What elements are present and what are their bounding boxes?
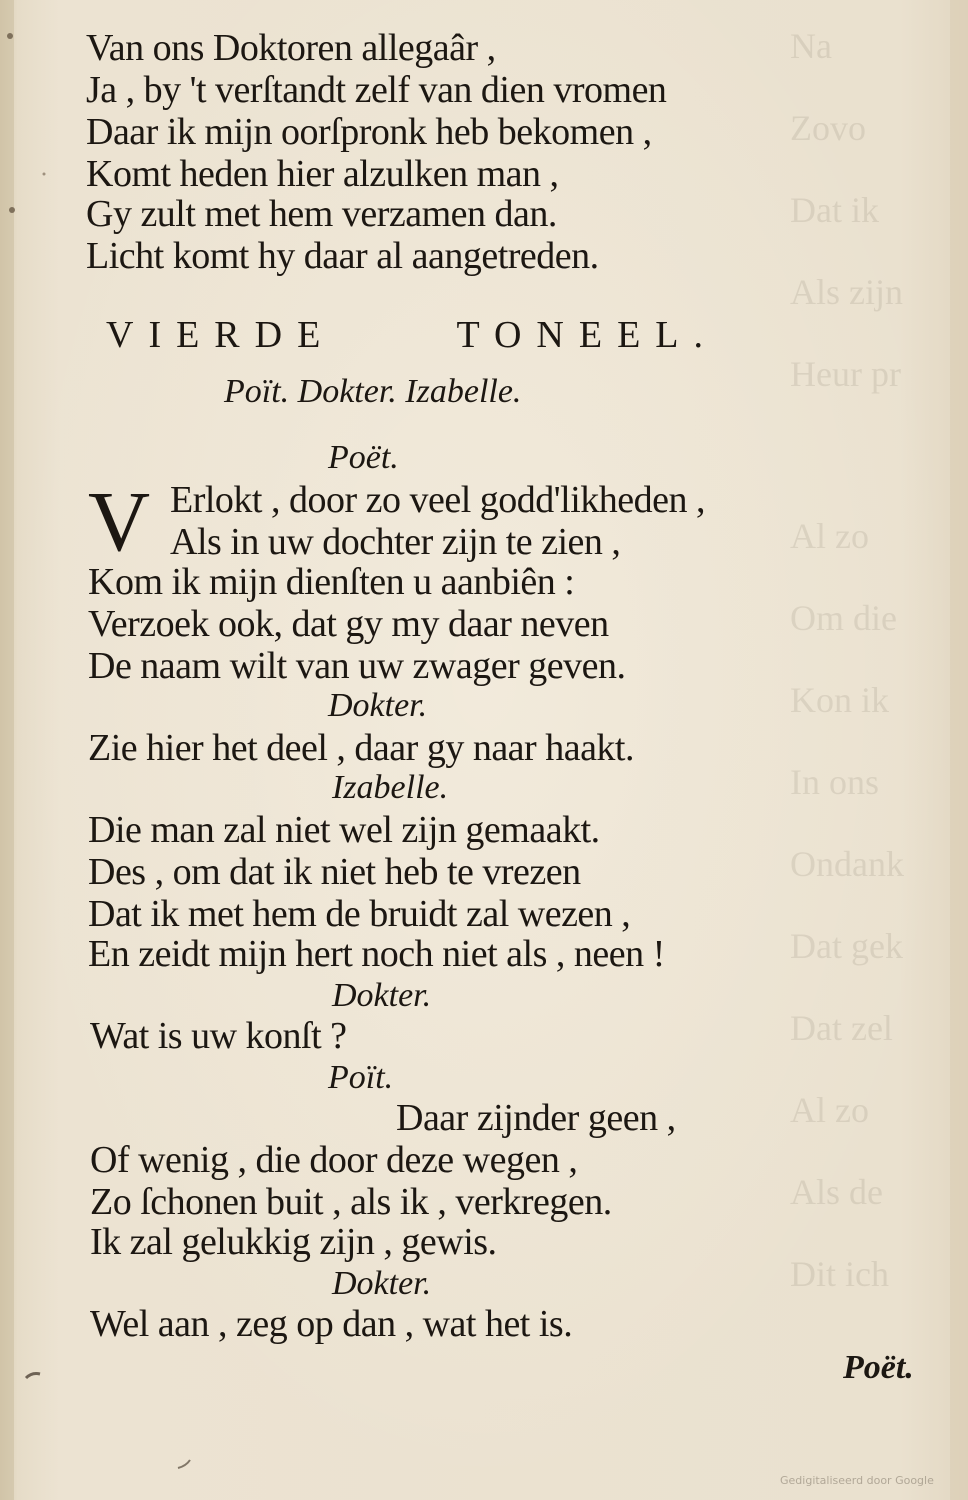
svg-text:Als zijn: Als zijn <box>790 272 903 312</box>
verse-line: Des , om dat ik niet heb te vrezen <box>88 851 581 893</box>
verse-line: Wel aan , zeg op dan , wat het is. <box>90 1303 573 1345</box>
svg-text:Na: Na <box>790 26 832 66</box>
dramatis-personae: Poït. Dokter. Izabelle. <box>224 373 522 410</box>
speaker-label: Dokter. <box>328 687 428 724</box>
svg-text:Om die: Om die <box>790 598 897 638</box>
svg-text:Dat ik: Dat ik <box>790 190 879 230</box>
digitization-watermark: Gedigitaliseerd door Google <box>780 1474 934 1487</box>
verse-line: Daar zijnder geen , <box>396 1097 676 1139</box>
svg-text:Kon ik: Kon ik <box>790 680 889 720</box>
svg-text:Al zo: Al zo <box>790 516 869 556</box>
svg-text:Zovo: Zovo <box>790 108 866 148</box>
verse-line: Daar ik mijn oorſpronk heb bekomen , <box>86 111 652 153</box>
drop-cap: V <box>88 473 151 569</box>
speaker-label: Poït. <box>328 1059 394 1096</box>
svg-text:Heur pr: Heur pr <box>790 354 901 394</box>
verse-line: Zo ſchonen buit , als ik , verkregen. <box>90 1181 612 1223</box>
verse-line: Als in uw dochter zijn te zien , <box>170 521 621 563</box>
svg-text:Dat zel: Dat zel <box>790 1008 893 1048</box>
scene-heading <box>106 312 718 358</box>
verse-line: Dat ik met hem de bruidt zal wezen , <box>88 893 631 935</box>
verse-line: Gy zult met hem verzamen dan. <box>86 193 557 235</box>
verse-line: De naam wilt van uw zwager geven. <box>88 645 626 687</box>
verse-line: Van ons Doktoren allegaâr , <box>86 27 496 69</box>
verse-line: Komt heden hier alzulken man , <box>86 153 559 195</box>
verse-line: Die man zal niet wel zijn gemaakt. <box>88 809 600 851</box>
svg-text:Ondank: Ondank <box>790 844 904 884</box>
catchword: Poët. <box>843 1349 914 1386</box>
verse-line: Ik zal gelukkig zijn , gewis. <box>90 1221 497 1263</box>
speaker-label: Dokter. <box>332 1265 432 1302</box>
verse-line: Verzoek ook, dat gy my daar neven <box>88 603 609 645</box>
verse-line: Licht komt hy daar al aangetreden. <box>86 235 599 277</box>
scene-heading-word: VIERDE <box>106 314 336 356</box>
verse-line: Of wenig , die door deze wegen , <box>90 1139 578 1181</box>
verse-line: Zie hier het deel , daar gy naar haakt. <box>88 727 634 769</box>
svg-text:Dat gek: Dat gek <box>790 926 903 966</box>
speaker-label: Poët. <box>328 439 399 476</box>
verse-line: Wat is uw konſt ? <box>90 1015 347 1057</box>
verse-line: Erlokt , door zo veel godd'likheden , <box>170 479 705 521</box>
speaker-label: Izabelle. <box>332 769 449 806</box>
verse-line: Ja , by 't verſtandt zelf van dien vromen <box>86 69 667 111</box>
svg-text:Al zo: Al zo <box>790 1090 869 1130</box>
svg-text:Als de: Als de <box>790 1172 883 1212</box>
svg-text:In ons: In ons <box>790 762 879 802</box>
verse-line: Kom ik mijn dienſten u aanbiên : <box>88 561 575 603</box>
scene-heading-word: TONEEL. <box>456 314 718 356</box>
verse-line: En zeidt mijn hert noch niet als , neen ! <box>88 933 665 975</box>
speaker-label: Dokter. <box>332 977 432 1014</box>
svg-text:Dit ich: Dit ich <box>790 1254 889 1294</box>
